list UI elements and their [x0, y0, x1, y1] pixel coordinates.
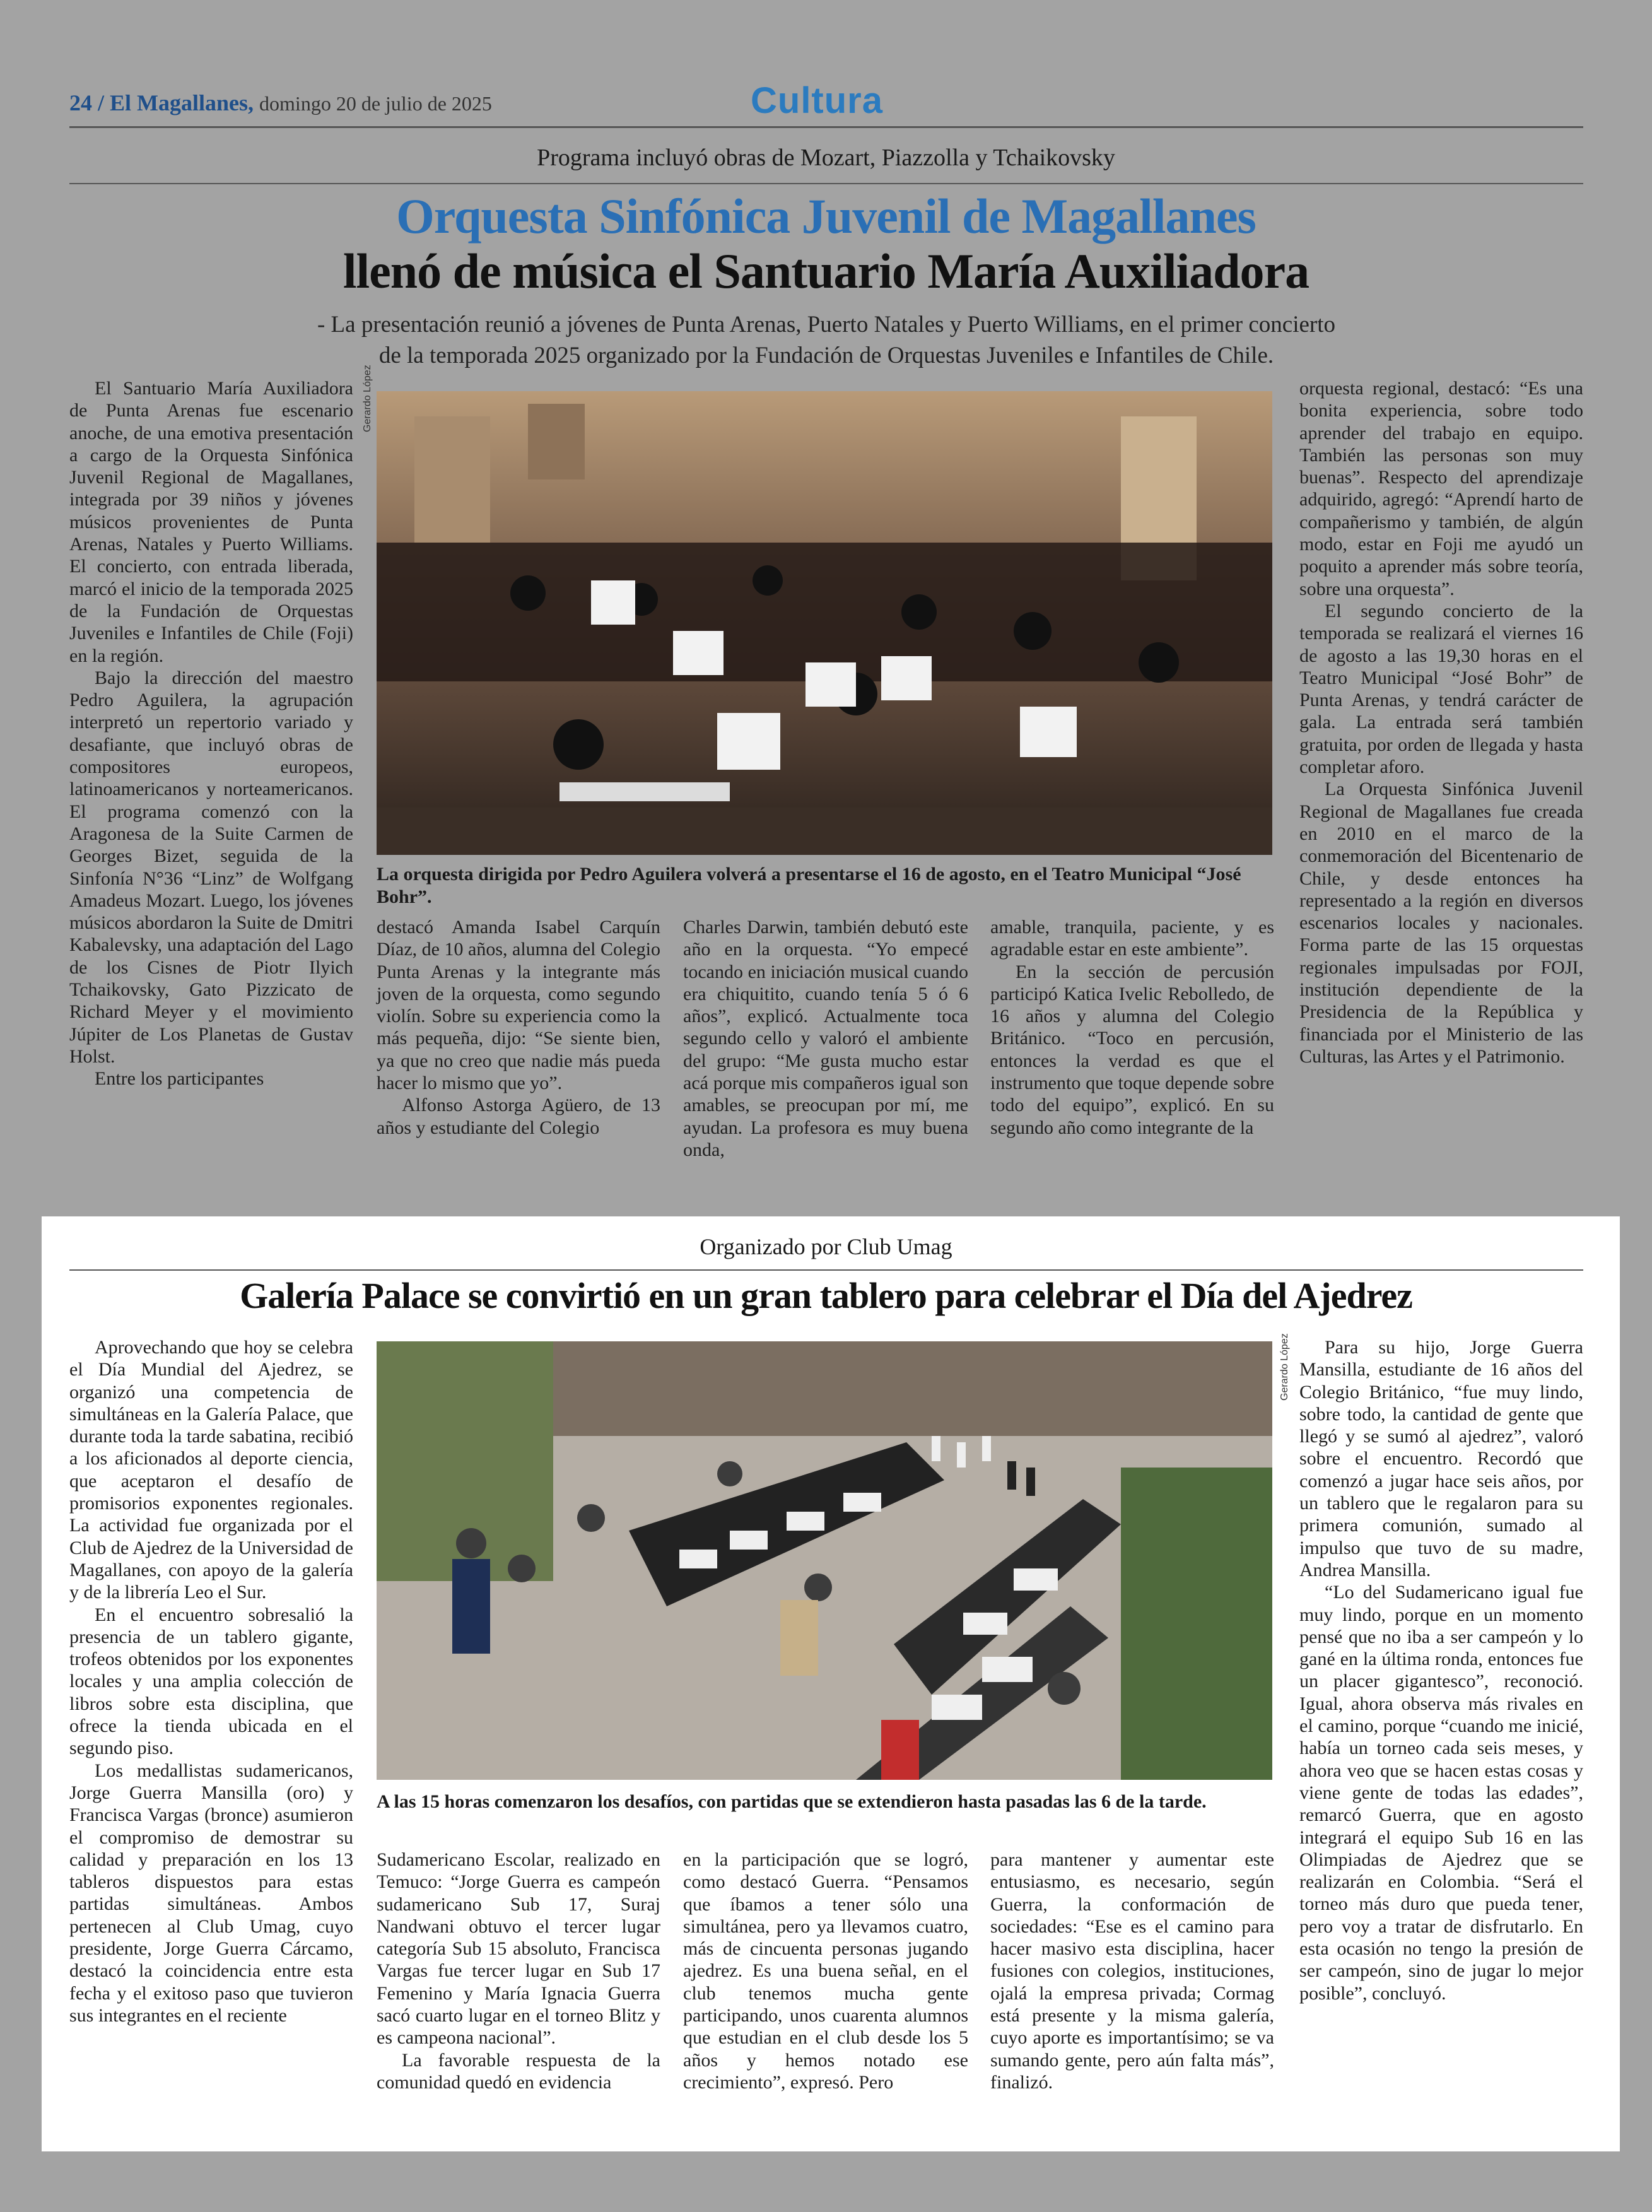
paragraph: Alfonso Astorga Agüero, de 13 años y estudiante del Colegio [377, 1095, 660, 1138]
article1-column4 [990, 916, 1274, 1139]
paragraph: Aprovechando que hoy se celebra el Día Mundial del Ajedrez, se organizó una competencia de simultáneas en la Galería Palace, que durante toda la tarde sabatina, recibió a los aficionados al deporte ciencia, que aceptaron el desafío de promisorios exponentes regionales. La actividad fue organizada por el Club de Ajedrez de la Universidad de Magallanes, con apoyo de la galería y de la librería Leo el Sur. [69, 1337, 353, 1603]
page-number: 24 [69, 90, 92, 115]
article2-caption: A las 15 horas comenzaron los desafíos, con partidas que se extendieron hasta pasadas las 6 de la tarde. [377, 1791, 1207, 1812]
paragraph: Sudamericano Escolar, realizado en Temuco: “Jorge Guerra es campeón sudamericano Sub 17, Suraj Nandwani obtuvo el tercer lugar categoría Sub 15 absoluto, Francisca Vargas fue tercer lugar en Sub 17 Femenino y María Ignacia Guerra sacó cuarto lugar en el torneo Blitz y es campeona nacional”. [377, 1849, 660, 2049]
article1-title-line1: Orquesta Sinfónica Juvenil de Magallanes [396, 189, 1256, 244]
article2-column2 [377, 1849, 660, 2093]
article1-caption: La orquesta dirigida por Pedro Aguilera volverá a presentarse el 16 de agosto, en el Teatro Municipal “José Bohr”. [377, 864, 1241, 907]
paragraph: Entre los participantes [95, 1068, 264, 1090]
orchestra-photo [377, 391, 1272, 855]
photo-credit: Gerardo López [362, 365, 373, 432]
issue-date: domingo 20 de julio de 2025 [259, 92, 492, 115]
photo-credit: Gerardo López [1279, 1333, 1290, 1401]
paragraph: Bajo la dirección del maestro Pedro Aguilera, la agrupación interpretó un repertorio variado y desafiante, que incluyó obras de compositores europeos, latinoamericanos y norteamericanos. El programa comenzó con la Aragonesa de la Suite Carmen de Georges Bizet, seguida de la Sinfonía N°36 “Linz” de Wolfgang Amadeus Mozart. Luego, los jóvenes músicos abordaron la Suite de Dmitri Kabalevsky, una adaptación del Lago de los Cisnes de Piotr Ilyich Tchaikovsky, Gato Pizzicato de Richard Meyer y el movimiento Júpiter de Los Planetas de Gustav Holst. [69, 667, 353, 1067]
paragraph: amable, tranquila, paciente, y es agradable estar en este ambiente”. [990, 917, 1274, 960]
paragraph: El segundo concierto de la temporada se realizará el viernes 16 de agosto a las 19,30 horas en el Teatro Municipal “José Bohr” de Punta Arenas, y tendrá carácter de gala. La entrada será también gratuita, por orden de llegada y hasta completar aforo. [1299, 600, 1583, 778]
paragraph: Los medallistas sudamericanos, Jorge Guerra Mansilla (oro) y Francisca Vargas (bronce) asumieron el compromiso de demostrar su calidad y preparación en los 13 tableros dispuestos para estas partidas simultáneas. Ambos pertenecen al Club Umag, cuyo presidente, Jorge Guerra Cárcamo, destacó la coincidencia entre esta fecha y el exitoso paso que tuvieron sus integrantes en el reciente [69, 1760, 353, 2026]
chess-photo [377, 1341, 1272, 1780]
article1-column2 [377, 916, 660, 1139]
paragraph: orquesta regional, destacó: “Es una bonita experiencia, sobre todo aprender del trabajo en equipo. También las personas son muy buenas”. Respecto del aprendizaje adquirido, agregó: “Aprendí harto de compañerismo y también, de algún modo, estar en Foji me ayudó un poquito a aprender más sobre teoría, sobre una orquesta”. [1299, 378, 1583, 599]
article2-column4 [990, 1849, 1274, 2093]
paragraph: en la participación que se logró, como destacó Guerra. “Pensamos que íbamos a tener sólo una simultánea, pero ya llevamos cuatro, más de cincuenta personas jugando ajedrez. Es una buena señal, en el club tenemos mucha gente participando, unos cuarenta alumnos que estudian en el club desde los 5 años y hemos notado ese crecimiento”, expresó. Pero [683, 1849, 968, 2093]
lead-line1: - La presentación reunió a jóvenes de Punta Arenas, Puerto Natales y Puerto Williams, en el primer concierto [317, 312, 1336, 338]
section-title: Cultura [751, 80, 883, 121]
article2-column5 [1299, 1336, 1583, 2004]
article1-column3 [683, 916, 968, 1161]
article1-title-line2: llenó de música el Santuario María Auxiliadora [343, 244, 1309, 298]
page-separator: / [98, 90, 105, 115]
paragraph: destacó Amanda Isabel Carquín Díaz, de 10 años, alumna del Colegio Punta Arenas y la integrante más joven de la orquesta, como segundo violín. Sobre su experiencia como la más pequeña, dijo: “Se siente bien, ya que no creo que nadie más pueda hacer lo mismo que yo”. [377, 917, 660, 1094]
chess-photo-illustration [377, 1341, 1272, 1780]
paragraph: Charles Darwin, también debutó este año en la orquesta. “Yo empecé tocando en iniciación musical cuando era chiquitito, cuando tenía 5 ó 6 años”, explicó. Actualmente toca segundo cello y valoró el ambiente del grupo: “Me gusta mucho estar acá porque mis compañeros igual son amables, se preocupan por mí, me ayudan. La profesora es muy buena onda, [683, 917, 968, 1160]
paragraph: “Lo del Sudamericano igual fue muy lindo, porque en un momento pensé que no iba a ser campeón y lo gané en la última ronda, entonces fue un placer gigantesco”, reconoció. Igual, ahora observa más rivales en el camino, porque “cuando me inicié, había un torneo cada seis meses, y ahora veo que se hacen estas cosas y viene gente de todas las edades”, remarcó Guerra, que en agosto integrará el equipo Sub 16 en las Olimpiadas de Ajedrez que se realizarán en Colombia. “Será el torneo más duro que pueda tener, pero voy a tratar de disfrutarlo. En esta ocasión no tengo la presión de ser campeón, sino de jugar lo mejor posible”, concluyó. [1299, 1582, 1583, 2004]
article2-column3 [683, 1849, 968, 2093]
kicker-rule [69, 183, 1583, 184]
paragraph: La favorable respuesta de la comunidad quedó en evidencia [377, 2049, 660, 2093]
paragraph: El Santuario María Auxiliadora de Punta Arenas fue escenario anoche, de una emotiva presentación a cargo de la Orquesta Sinfónica Juvenil Regional de Magallanes, integrada por 39 niños y jóvenes músicos provenientes de Punta Arenas, Natales y Puerto Williams. El concierto, con entrada liberada, marcó el inicio de la temporada 2025 de la Fundación de Orquestas Juveniles e Infantiles de Chile (Foji) en la región. [69, 378, 353, 666]
article1-lead [227, 309, 1426, 371]
paragraph: Para su hijo, Jorge Guerra Mansilla, estudiante de 16 años del Colegio Británico, “fue muy lindo, sobre todo, la cantidad de gente que llegó y se sumó al ajedrez”, valoró sobre el encuentro. Recordó que comenzó a jugar hace seis años, por un tablero que le regalaron para su primera comunión, sumado al impulso que tuvo de su madre, Andrea Mansilla. [1299, 1337, 1583, 1580]
article2-column1 [69, 1336, 353, 2027]
article1-kicker: Programa incluyó obras de Mozart, Piazzolla y Tchaikovsky [537, 144, 1115, 171]
orchestra-photo-illustration [377, 391, 1272, 855]
header-rule [69, 126, 1583, 128]
paragraph: para mantener y aumentar este entusiasmo, es necesario, según Guerra, la conformación de sociedades: “Ese es el camino para hacer masivo esta disciplina, hacer fusiones con colegios, instituciones, ojalá la empresa privada; Cormag está presente y la misma galería, cuyo aporte es importantísimo; se va sumando gente, pero aún falta más”, finalizó. [990, 1849, 1274, 2093]
page-header [69, 90, 492, 116]
article2-kicker: Organizado por Club Umag [700, 1234, 952, 1259]
paragraph: La Orquesta Sinfónica Juvenil Regional de Magallanes fue creada en 2010 en el marco de la conmemoración del Bicentenario de Chile, y desde entonces ha representado a la región en diversos escenarios locales y nacionales. Forma parte de las 15 orquestas regionales impulsadas por FOJI, institución dependiente de la Presidencia de la República y financiada por el Ministerio de las Culturas, las Artes y el Patrimonio. [1299, 779, 1583, 1067]
article1-column5 [1299, 377, 1583, 1068]
newspaper-name: El Magallanes, [110, 90, 254, 115]
lead-line2: de la temporada 2025 organizado por la Fundación de Orquestas Juveniles e Infantiles de Chile. [378, 343, 1274, 368]
paragraph: En el encuentro sobresalió la presencia de un tablero gigante, trofeos obtenidos por los exponentes locales y una amplia colección de libros sobre esta disciplina, que ofrece la tienda ubicada en el segundo piso. [69, 1604, 353, 1759]
kicker-rule [69, 1269, 1583, 1271]
article2-title: Galería Palace se convirtió en un gran tablero para celebrar el Día del Ajedrez [240, 1275, 1412, 1316]
article1-column1 [69, 377, 353, 1090]
paragraph: En la sección de percusión participó Katica Ivelic Rebolledo, de 16 años y alumna del Colegio Británico. “Toco en percusión, entonces la verdad es que el instrumento que toque depende sobre todo del equipo”, explicó. En su segundo año como integrante de la [990, 961, 1274, 1138]
